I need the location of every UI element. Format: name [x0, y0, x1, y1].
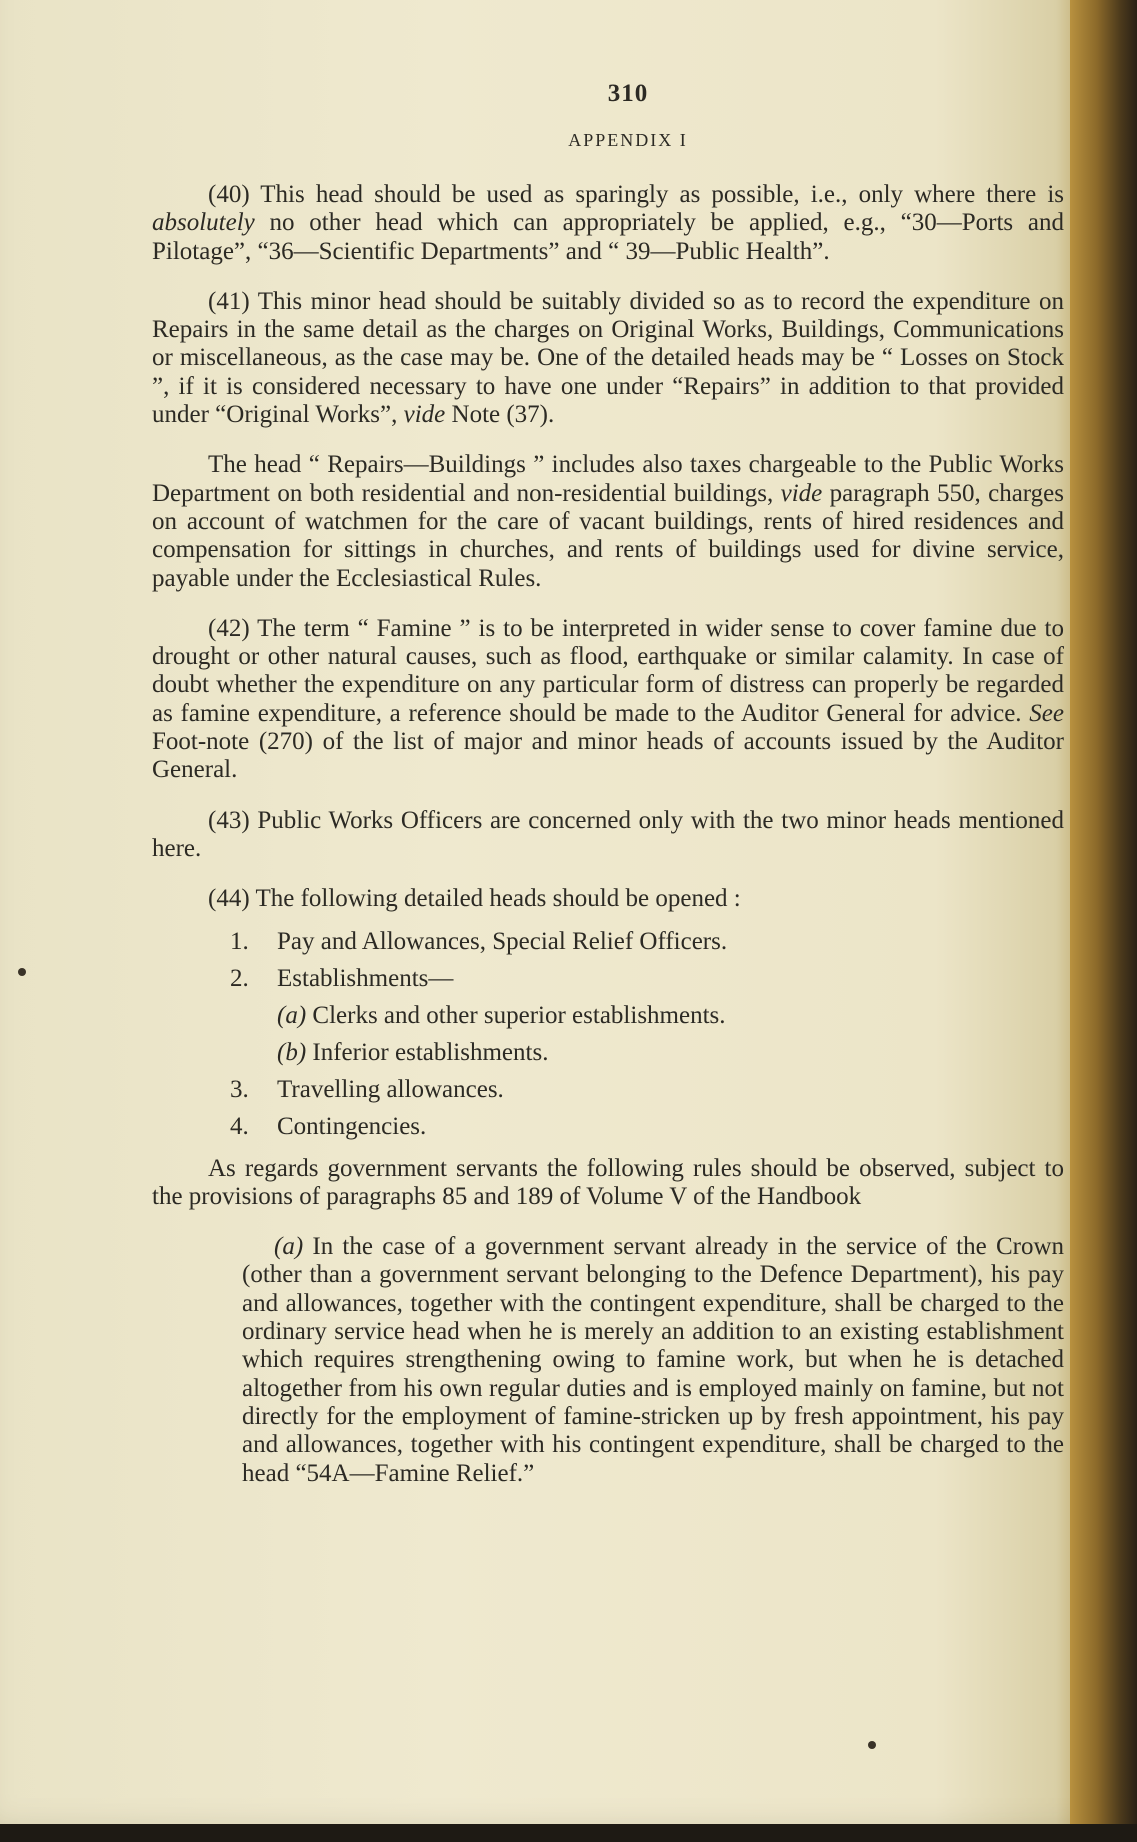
- emphasis-absolutely: absolutely: [152, 209, 255, 237]
- paragraph-41-repairs-buildings: The head “ Repairs—Buildings ” includes also taxes chargeable to the Public Works Department on both residential and non-residential buildings, vide paragraph 550, charges on account of watchmen for the care of vacant buildings, rents of hired residences and compensation for sittings in churches, and rents of buildings used for divine service, payable under the Ecclesiastical Rules.: [152, 451, 1064, 592]
- paragraph-40: (40) This head should be used as sparingly as possible, i.e., only where there is absolutely no other head which can appropriately be applied, e.g., “30—Ports and Pilotage”, “36—Scientific Departments” and “ 39—Public Health”.: [152, 181, 1064, 265]
- paragraph-42: (42) The term “ Famine ” is to be interpreted in wider sense to cover famine due to drought or other natural causes, such as flood, earthquake or similar calamity. In case of doubt whether the expenditure on any particular form of distress can properly be regarded as famine expenditure, a reference should be made to the Auditor General for advice. See Foot-note (270) of the list of major and minor heads of accounts issued by the Auditor General.: [152, 614, 1064, 784]
- list-item: 1. Pay and Allowances, Special Relief Officers.: [230, 927, 728, 955]
- list-item: 4. Contingencies.: [230, 1112, 427, 1140]
- sub-list-item: (a) Clerks and other superior establishments.: [277, 1001, 726, 1029]
- page-edge-binding: [1070, 0, 1137, 1842]
- emphasis-see: See: [1029, 699, 1064, 727]
- sub-list-item: (b) Inferior establishments.: [277, 1038, 549, 1066]
- emphasis-vide: vide: [403, 401, 446, 429]
- page-number: 310: [607, 80, 649, 107]
- paragraph-44: (44) The following detailed heads should be opened :: [208, 885, 741, 913]
- list-item: 3. Travelling allowances.: [230, 1075, 504, 1103]
- rule-a: (a) In the case of a government servant already in the service of the Crown (other than a government servant belonging to the Defence Department), his pay and allowances, together with the contingent expenditure, shall be charged to the ordinary service head when he is merely an addition to an existing establishment which requires strengthening owing to famine work, but when he is detached altogether from his own regular duties and is employed mainly on famine, but not directly for the employment of famine-stricken up by fresh appointment, his pay and allowances, together with his contingent expenditure, shall be charged to the head “54A—Famine Relief.”: [242, 1233, 1064, 1487]
- rules-intro: As regards government servants the following rules should be observed, subject to the provisions of paragraphs 85 and 189 of Volume V of the Handbook: [152, 1154, 1064, 1210]
- paragraph-43: (43) Public Works Officers are concerned only with the two minor heads mentioned here.: [152, 806, 1064, 862]
- paragraph-41: (41) This minor head should be suitably divided so as to record the expenditure on Repairs in the same detail as the charges on Original Works, Buildings, Communications or miscellaneous, as the case may be. One of the detailed heads may be “ Losses on Stock ”, if it is considered necessary to have one under “Repairs” in addition to that provided under “Original Works”, vide Note (37).: [152, 287, 1064, 429]
- ink-spot: [868, 1741, 876, 1749]
- list-item: 2. Establishments—: [230, 964, 454, 992]
- emphasis-vide: vide: [780, 479, 823, 507]
- ink-spot: [18, 968, 26, 976]
- appendix-heading: APPENDIX I: [568, 130, 688, 150]
- page-content: [152, 80, 1064, 1510]
- page-bottom-edge: [0, 1824, 1137, 1842]
